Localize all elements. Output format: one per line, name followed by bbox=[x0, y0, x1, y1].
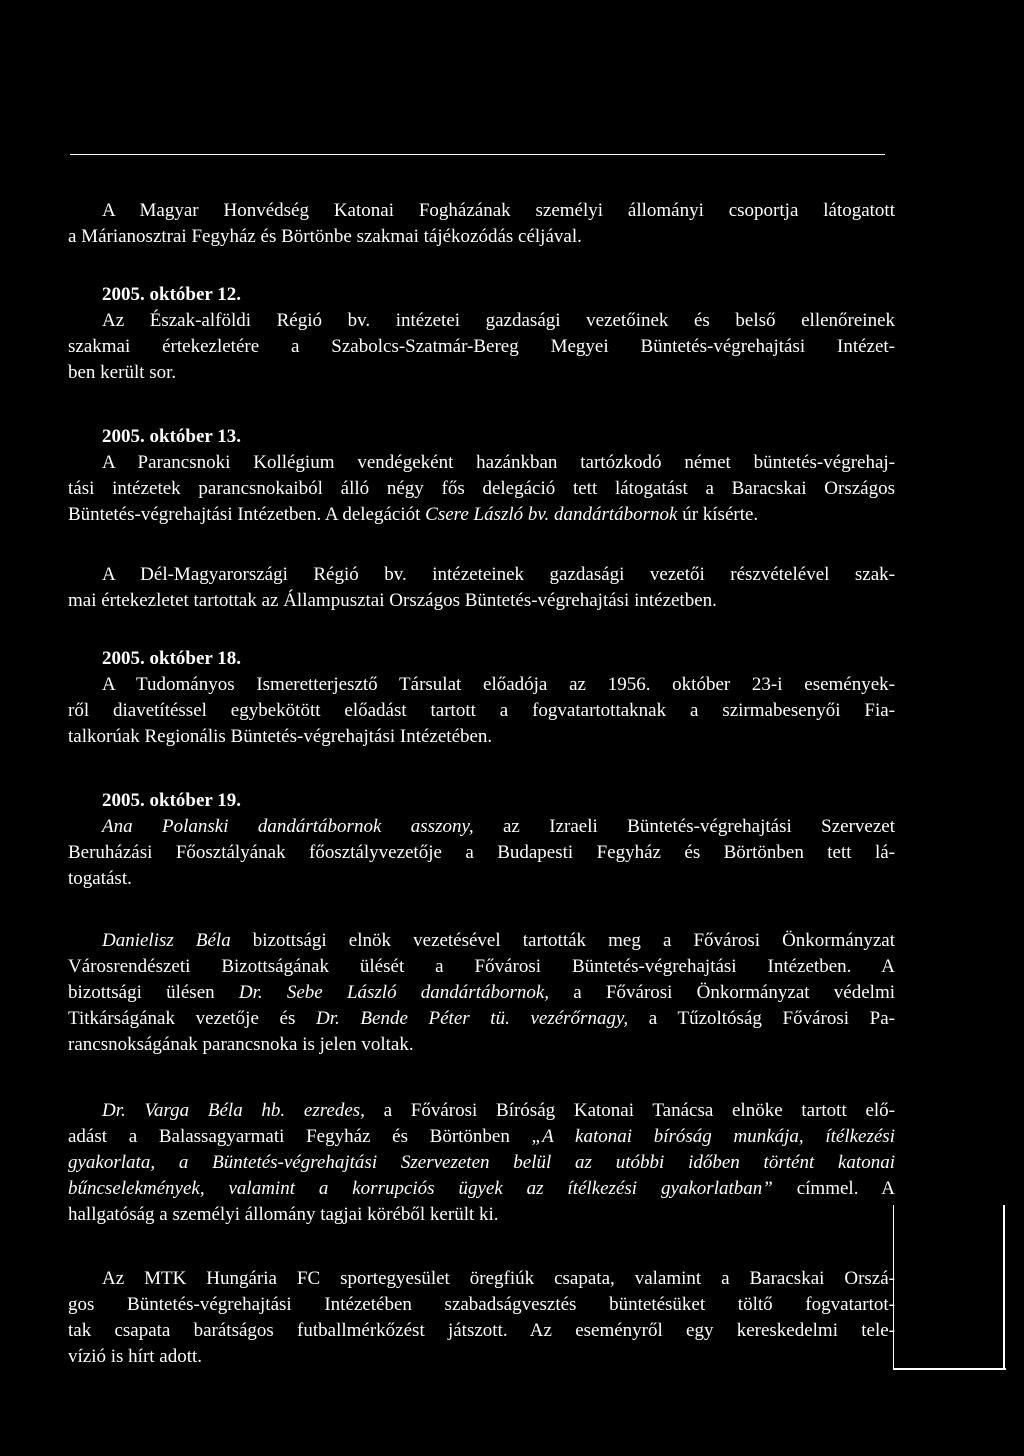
paragraph-del-region bbox=[68, 562, 895, 614]
text-line: tási intézetek parancsnokaiból álló négy fős delegáció tett látogatást a Baracskai Országos bbox=[68, 478, 895, 499]
lecture-title: „A katonai bíróság munkája, ítélkezési bbox=[531, 1126, 895, 1147]
entry-2005-10-12 bbox=[68, 282, 895, 386]
text-run: bizottsági ülésen bbox=[68, 982, 239, 1003]
text-line: A Tudományos Ismeretterjesztő Társulat előadója az 1956. október 23-i események- bbox=[102, 674, 895, 695]
text-run: a Tűzoltóság Fővárosi Pa- bbox=[628, 1008, 895, 1029]
text-run: az Izraeli Büntetés-végrehajtási Szervezet bbox=[473, 816, 895, 837]
text-line: vízió is hírt adott. bbox=[68, 1346, 203, 1367]
paragraph-fogház-visit bbox=[68, 198, 895, 250]
person-name: Csere László bv. dandártábornok bbox=[425, 504, 678, 525]
text-run: adást a Balassagyarmati Fegyház és Börtönben bbox=[68, 1126, 532, 1147]
text-line bbox=[68, 1176, 895, 1202]
text-run: Titkárságának vezetője és bbox=[68, 1008, 316, 1029]
text-line: hallgatóság a személyi állomány tagjai köréből került ki. bbox=[68, 1204, 499, 1225]
text-run: címmel. A bbox=[772, 1178, 895, 1199]
text-run: Büntetés-végrehajtási Intézetben. A delegációt bbox=[68, 504, 426, 525]
text-line: tak csapata barátságos futballmérkőzést játszott. Az eseményről egy kereskedelmi tele- bbox=[68, 1320, 895, 1341]
top-divider bbox=[70, 154, 885, 155]
person-name: Dr. Sebe László dandártábornok, bbox=[238, 982, 550, 1003]
text-line bbox=[68, 814, 895, 840]
text-line: ben került sor. bbox=[68, 362, 177, 383]
text-line: Beruházási Főosztályának főosztályvezetője a Budapesti Fegyház és Börtönben tett lá- bbox=[68, 842, 895, 863]
text-line bbox=[68, 1124, 895, 1150]
paragraph-bizottsag bbox=[68, 928, 895, 1058]
text-line: Városrendészeti Bizottságának ülését a Fővárosi Büntetés-végrehajtási Intézetben. A bbox=[68, 956, 895, 977]
text-line: A Magyar Honvédség Katonai Fogházának személyi állományi csoportja látogatott bbox=[102, 200, 895, 221]
text-line: talkorúak Regionális Büntetés-végrehajtási Intézetében. bbox=[68, 726, 493, 747]
margin-bracket bbox=[893, 1205, 1006, 1370]
person-name: Danielisz Béla bbox=[102, 930, 231, 951]
person-name: Ana Polanski dandártábornok asszony, bbox=[102, 816, 474, 837]
text-line: A Dél-Magyarországi Régió bv. intézeteinek gazdasági vezetői részvételével szak- bbox=[102, 564, 895, 585]
text-line: a Márianosztrai Fegyház és Börtönbe szakmai tájékozódás céljával. bbox=[68, 226, 582, 247]
person-name: Dr. Bende Péter tü. vezérőrnagy, bbox=[316, 1008, 629, 1029]
text-run: úr kísérte. bbox=[677, 504, 759, 525]
margin-bracket-edge bbox=[1003, 1205, 1005, 1370]
entry-date: 2005. október 13. bbox=[102, 426, 241, 447]
lecture-title: bűncselekmények, valamint a korrupciós ügyek az ítélkezési gyakorlatban” bbox=[68, 1178, 773, 1199]
text-line bbox=[68, 502, 895, 528]
text-run: bizottsági elnök vezetésével tartották meg a Fővárosi Önkormányzat bbox=[230, 930, 895, 951]
entry-2005-10-19 bbox=[68, 788, 895, 892]
text-line bbox=[68, 980, 895, 1006]
person-name: Dr. Varga Béla hb. ezredes, bbox=[102, 1100, 365, 1121]
entry-date: 2005. október 19. bbox=[102, 790, 241, 811]
text-line: A Parancsnoki Kollégium vendégeként hazánkban tartózkodó német büntetés-végrehaj- bbox=[102, 452, 895, 473]
text-line bbox=[68, 1006, 895, 1032]
text-run: a Fővárosi Önkormányzat védelmi bbox=[549, 982, 895, 1003]
text-line: Az Észak-alföldi Régió bv. intézetei gazdasági vezetőinek és belső ellenőreinek bbox=[102, 310, 895, 331]
text-line: ről diavetítéssel egybekötött előadást tartott a fogvatartottaknak a szirmabesenyői Fia- bbox=[68, 700, 895, 721]
paragraph-katonai-birosag bbox=[68, 1098, 895, 1228]
paragraph-mtk-football bbox=[68, 1266, 895, 1370]
entry-2005-10-18 bbox=[68, 646, 895, 750]
entry-2005-10-13 bbox=[68, 424, 895, 528]
text-line bbox=[68, 928, 895, 954]
text-line: rancsnokságának parancsnoka is jelen voltak. bbox=[68, 1034, 414, 1055]
text-line: gos Büntetés-végrehajtási Intézetében szabadságvesztés büntetésüket töltő fogvatartot- bbox=[68, 1294, 895, 1315]
entry-date: 2005. október 12. bbox=[102, 284, 241, 305]
text-line bbox=[68, 1150, 895, 1176]
lecture-title: gyakorlata, a Büntetés-végrehajtási Szervezeten belül az utóbbi időben történt katonai bbox=[68, 1152, 895, 1173]
text-run: a Fővárosi Bíróság Katonai Tanácsa elnöke tartott elő- bbox=[364, 1100, 896, 1121]
text-line: Az MTK Hungária FC sportegyesület öregfiúk csapata, valamint a Baracskai Orszá- bbox=[102, 1268, 895, 1289]
entry-date: 2005. október 18. bbox=[102, 648, 241, 669]
text-line bbox=[68, 1098, 895, 1124]
text-line: mai értekezletet tartottak az Állampusztai Országos Büntetés-végrehajtási intézetben. bbox=[68, 590, 717, 611]
text-line: szakmai értekezletére a Szabolcs-Szatmár-Bereg Megyei Büntetés-végrehajtási Intézet- bbox=[68, 336, 895, 357]
text-line: togatást. bbox=[68, 868, 132, 889]
